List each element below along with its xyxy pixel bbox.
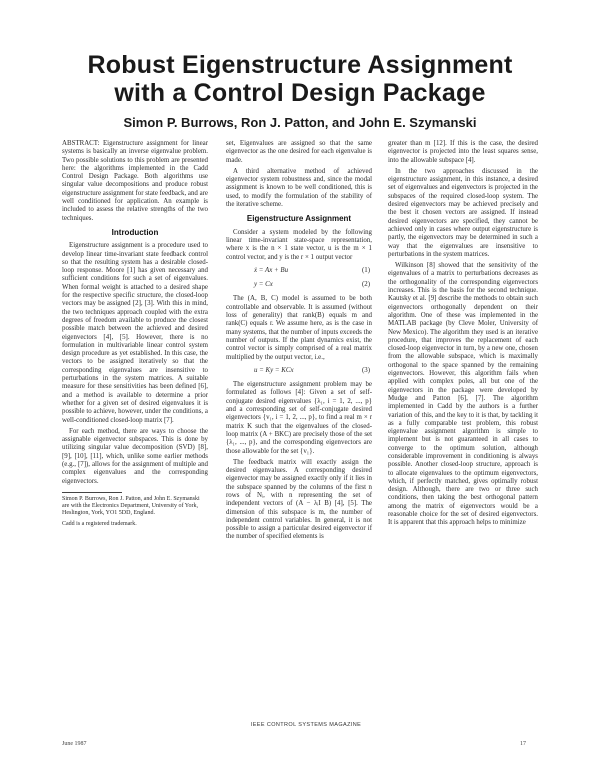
column-middle <box>226 140 372 545</box>
footnote-rule <box>62 492 122 493</box>
intro-paragraph-2: For each method, there are ways to choose the assignable eigenvector subspaces. This is done by utilizing singular value decomposition (SVD) [8], [9], [10], [11], which, unlike some earlier methods (e.g., [7]), allows for the assignment of multiple and complex eigenvalues and the corresponding eigenvectors. <box>62 427 208 485</box>
equation-1 <box>226 267 372 275</box>
paper-title-line2: with a Control Design Package <box>114 79 486 107</box>
right-paragraph-3: Wilkinson [8] showed that the sensitivity of the eigenvalues of a matrix to perturbations decreases as the orthogonality of the corresponding eigenvectors increases. This is the basis for the second technique. Kautsky et al. [9] describe the methods to obtain such eigenvectors orthogonally dependent on their algorithm. One of these was implemented in the MATLAB package (by Cleve Moler, University of New Mexico). The algorithm they used is an iterative procedure, that improves the replacement of each closed-loop eigenvector in turn, by a new one, chosen from the allowable subspace, which is maximally orthogonal to the space spanned by the remaining eigenvectors. However, this algorithm fails when applied with complex poles, all but one of the eigenvectors in the package were developed by Mudge and Patton [6], [7]. The algorithm implemented in Cadd by the authors is a further variation of this, and the key to it is that, by tackling it as a fully comparable test problem, this robust eigenvalue assignment algorithm is simple to implement but is not guaranteed in all cases to converge to the optimum solution, although considerable improvement in conditioning is always possible. Another closed-loop structure, approach is to allocate eigenvalues to the optimum eigenvectors, which, if perfectly matched, gives optimally robust design. Although, there are two or three such conditions, then taking the best orthogonal pattern among the matrix of eigenvectors would be a reasonable choice for the set of desired eigenvectors. It is apparent that this approach helps to minimize <box>388 262 538 527</box>
footnote-affiliation: Simon P. Burrows, Ron J. Patton, and John E. Szymanski are with the Electronics Department, University of York, Heslington, York, YO1 5DD, England. <box>62 495 200 517</box>
paper-title-line1: Robust Eigenstructure Assignment <box>87 51 513 79</box>
equation-1-body: ẋ = Ax + Bu <box>254 266 289 274</box>
mid-paragraph-1: set, Eigenvalues are assigned so that the same eigenvector as the one desired for each eigenvalue is made. <box>226 140 372 164</box>
equation-3-number: (3) <box>361 366 370 374</box>
section-heading-eigenstructure: Eigenstructure Assignment <box>246 214 352 224</box>
equation-3-body: u = Ky = KCx <box>254 366 294 374</box>
page-number-right: 17 <box>520 741 526 747</box>
intro-paragraph-1: Eigenstructure assignment is a procedure used to develop linear time-invariant state feedback control so that the resulting system has a desirable closed-loop response. Moore [1] has given necessary and sufficient conditions for such a set of eigenvalues. When formal weight is attached to a desired shape for the respective specific structure, the closed-loop vectors may be assigned [2], [3]. With this in mind, the two techniques approach coupled with the extra degrees of freedom available to produce the closest possible match between the achieved and desired eigenvectors [4], [5]. However, there is no formulation in multivariable linear control system design procedure as yet established. In this case, the vectors to be assigned iteratively so that the corresponding eigenvalues are insensitive to perturbations in the system matrices. A suitable measure for these sensitivities has been defined [6], and a method is available to determine a prior whether for a given set of desired eigenvalues it is possible to achieve, however, under the conditions, a well-conditioned closed-loop matrix [7]. <box>62 242 208 424</box>
mid-paragraph-4: The (A, B, C) model is assumed to be both controllable and observable. It is assumed (without loss of generality) that rank(B) equals m and rank(C) equals r. We assume here, as is the case in many systems, that the number of inputs exceeds the number of outputs. If the plant dynamics exist, the control vector is simply comprised of a real matrix multiplied by the output vector, i.e., <box>226 295 372 361</box>
equation-2-number: (2) <box>361 281 370 289</box>
mid-paragraph-6: The feedback matrix will exactly assign the desired eigenvalues. A corresponding desired eigenvector may be assigned exactly only if it lies in the subspace spanned by the columns of the first n rows of Nᵢ, with n representing the set of independent vectors of (A − λᵢI B) [4], [5]. The dimension of this subspace is m, the number of independent control variables. In general, it is not possible to assign a particular desired eigenvector if the number of specified elements is <box>226 458 372 541</box>
paper-authors: Simon P. Burrows, Ron J. Patton, and John E. Szymanski <box>123 115 477 130</box>
equation-1-number: (1) <box>361 266 370 274</box>
right-paragraph-1: greater than m [12]. If this is the case, the desired eigenvector is projected into the least squares sense, into the allowable subspace [4]. <box>388 140 538 164</box>
column-left <box>62 140 208 531</box>
equation-2-body: y = Cx <box>254 281 273 289</box>
right-paragraph-2: In the two approaches discussed in the eigenstructure assignment, in this instance, a desired set of eigenvalues and eigenvectors is projected in the subspaces of the required closed-loop system. The desired eigenvectors may be achieved precisely and the best it chosen vectors are assigned. If instead desired eigenvectors are specified, they cannot be achieved only in cases where output eigenstructure is partly, the eigenvectors may be determined in such a way that the eigenvalues are insensitive to perturbations in the system matrices. <box>388 167 538 258</box>
mid-paragraph-5: The eigenstructure assignment problem may be formulated as follows [4]: Given a set of self-conjugate desired eigenvalues {λ₁, i = 1, 2, ..., p} and a corresponding set of self-conjugate desired eigenvectors {v₁, i = 1, 2, ..., p}, to find a real m × r matrix K such that the eigenvalues of the closed-loop matrix (A + BKC) are precisely those of the set {λ₁, ..., p}, and the corresponding eigenvectors are those allowable for the set {v₁}. <box>226 381 372 455</box>
mid-paragraph-3: Consider a system modeled by the following linear time-invariant state-space representation, where x is the n × 1 state vector, u is the m × 1 control vector, and y is the r × 1 output vector <box>226 228 372 261</box>
section-heading-introduction: Introduction <box>111 227 159 237</box>
equation-2 <box>226 281 372 289</box>
page-date-left: June 1987 <box>62 741 87 747</box>
journal-name-footer: IEEE CONTROL SYSTEMS MAGAZINE <box>250 722 362 728</box>
footnote-trademark: Cadd is a registered trademark. <box>62 520 137 527</box>
mid-paragraph-2: A third alternative method of achieved eigenvector system robustness and, since the modal assignment is known to be well conditioned, this is used, to modify the formulation of the stability of the iterative scheme. <box>226 167 372 209</box>
equation-3 <box>226 367 372 375</box>
abstract: ABSTRACT: Eigenstructure assignment for linear systems is basically an inverse eigenvalue problem. Two possible solutions to this problem are presented here: the algorithms implemented in the Cadd Control Design Package. Both algorithms use singular value decompositions and produce robust eigenstructure assignment for state feedback, and are well conditioned for application. An example is included to assess the relative strengths of the two techniques. <box>62 140 208 222</box>
column-right <box>388 140 538 531</box>
